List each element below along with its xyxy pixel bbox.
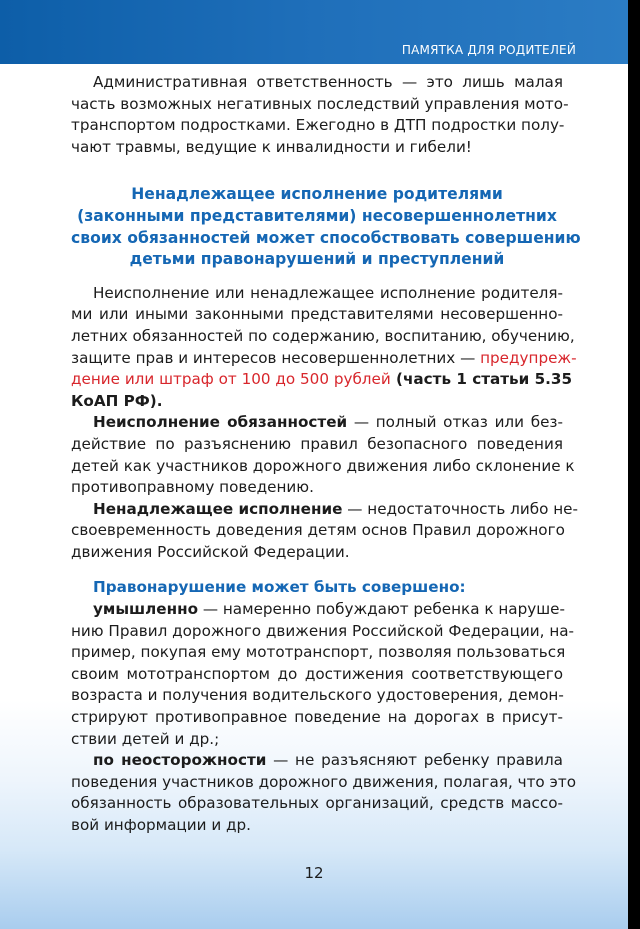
penalty-text: дение или штраф от 100 до 500 рублей bbox=[71, 370, 391, 389]
term: умышленно bbox=[93, 600, 199, 619]
line-text: — недостаточность либо не- bbox=[342, 499, 578, 518]
paragraph-line: обязанность образовательных организаций, средств массо- bbox=[71, 794, 563, 813]
paragraph-line: стрируют противоправное поведение на дорогах в присут- bbox=[71, 708, 563, 727]
header-title: ПАМЯТКА ДЛЯ РОДИТЕЛЕЙ bbox=[401, 43, 576, 57]
negligence-paragraph bbox=[71, 750, 577, 836]
paragraph-line: ми или иными законными представителями несовершенно- bbox=[71, 305, 563, 324]
line-text: — полный отказ или без- bbox=[347, 413, 563, 432]
law-reference: (часть 1 статьи 5.35 bbox=[390, 370, 573, 389]
line-text: защите прав и интересов несовершеннолетних — bbox=[71, 348, 481, 367]
header-bar bbox=[0, 0, 628, 64]
paragraph-line bbox=[93, 499, 578, 521]
offense-subheading: Правонарушение может быть совершено: bbox=[93, 578, 466, 597]
paragraph-line: противоправному поведению. bbox=[71, 478, 314, 497]
paragraph-line: детей как участников дорожного движения либо склонение к bbox=[71, 456, 575, 475]
paragraph-line bbox=[93, 750, 563, 772]
page-number: 12 bbox=[304, 864, 324, 882]
intro-line: чают травмы, ведущие к инвалидности и гибели! bbox=[71, 137, 472, 156]
non-fulfillment-paragraph bbox=[71, 412, 575, 498]
section-heading bbox=[71, 184, 581, 270]
paragraph-line bbox=[71, 348, 577, 370]
paragraph-line: летних обязанностей по содержанию, воспитанию, обучению, bbox=[71, 326, 575, 345]
intentional-paragraph bbox=[71, 599, 575, 750]
content bbox=[71, 72, 581, 837]
line-text: — не разъясняют ребенку правила bbox=[266, 751, 563, 770]
line-text: — намеренно побуждают ребенка к наруше- bbox=[198, 600, 565, 619]
paragraph-line: действие по разъяснению правил безопасного поведения bbox=[71, 434, 563, 453]
section-heading-line: своих обязанностей может способствовать совершению bbox=[71, 228, 581, 247]
term: Неисполнение обязанностей bbox=[93, 413, 348, 432]
paragraph-line: возраста и получения водительского удостоверения, демон- bbox=[71, 686, 564, 705]
term: Ненадлежащее исполнение bbox=[93, 499, 343, 518]
paragraph-line bbox=[71, 369, 573, 391]
intro-line: часть возможных негативных последствий управления мото- bbox=[71, 94, 569, 113]
term: по неосторожности bbox=[93, 751, 267, 770]
liability-paragraph bbox=[71, 283, 577, 413]
section-heading-line: детьми правонарушений и преступлений bbox=[129, 250, 505, 269]
paragraph-line: пример, покупая ему мототранспорт, позволяя пользоваться bbox=[71, 643, 566, 662]
intro-line: Административная ответственность — это лишь малая bbox=[93, 73, 563, 91]
paragraph-line bbox=[93, 412, 563, 434]
paragraph-line bbox=[93, 599, 563, 621]
section-heading-line: Ненадлежащее исполнение родителями bbox=[131, 185, 503, 204]
paragraph-line: своевременность доведения детям основ Правил дорожного bbox=[71, 521, 565, 540]
paragraph-line: ствии детей и др.; bbox=[71, 729, 220, 748]
penalty-text: предупреж- bbox=[480, 348, 577, 367]
paragraph-line: поведения участников дорожного движения, полагая, что это bbox=[71, 772, 577, 791]
law-reference: КоАП РФ). bbox=[71, 391, 163, 410]
paragraph-line: нию Правил дорожного движения Российской Федерации, на- bbox=[71, 621, 575, 640]
improper-fulfillment-paragraph bbox=[71, 499, 578, 564]
paragraph-line: своим мототранспортом до достижения соответствующего bbox=[71, 664, 563, 683]
section-heading-line: (законными представителями) несовершеннолетних bbox=[77, 206, 557, 225]
paragraph-line: Неисполнение или ненадлежащее исполнение родителя- bbox=[93, 283, 563, 302]
intro-paragraph bbox=[71, 72, 569, 158]
intro-line: транспортом подростками. Ежегодно в ДТП подростки полу- bbox=[71, 116, 565, 135]
paragraph-line: вой информации и др. bbox=[71, 816, 251, 834]
paragraph-line: движения Российской Федерации. bbox=[71, 542, 350, 561]
